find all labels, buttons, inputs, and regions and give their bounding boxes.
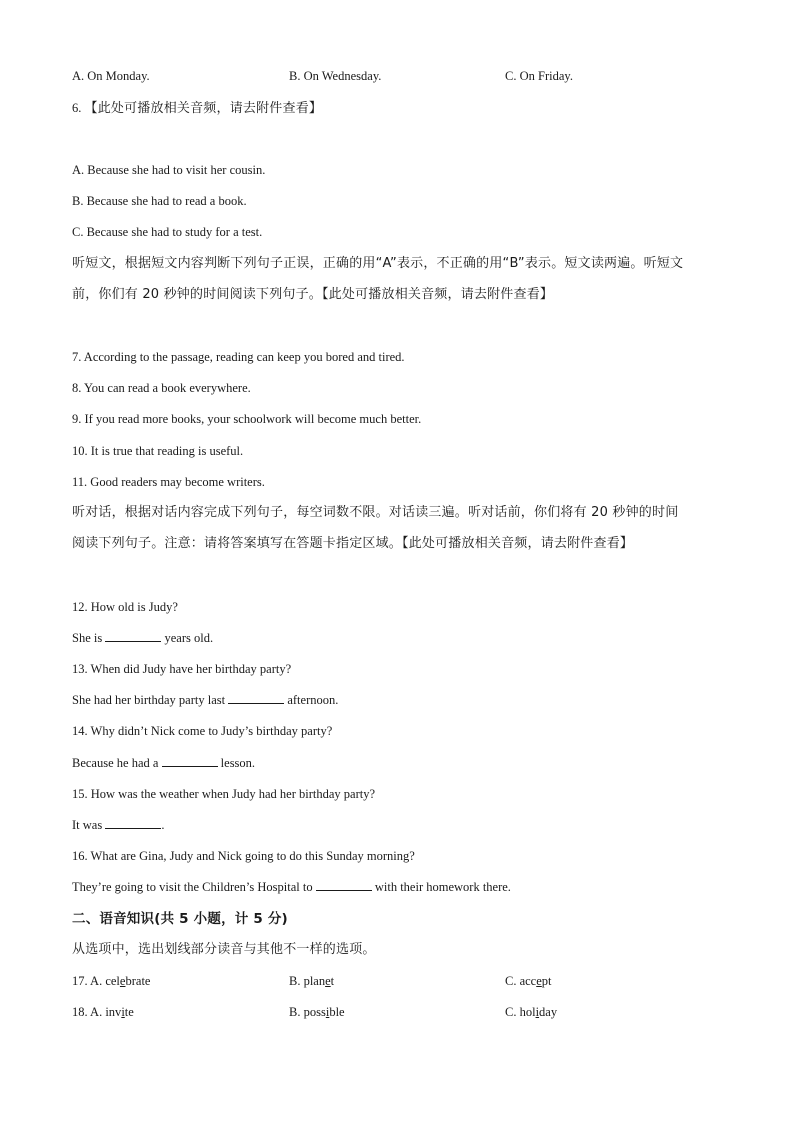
option-text: C. acc (505, 974, 537, 988)
answer-blank[interactable] (162, 755, 218, 767)
q5-option-b: B. On Wednesday. (289, 69, 382, 83)
underlined-letter: i (535, 1005, 540, 1019)
tf-item-8: 8. You can read a book everywhere. (72, 381, 251, 395)
tf-instructions-line2: 前，你们有 20 秒钟的时间阅读下列句子。【此处可播放相关音频，请去附件查看】 (72, 287, 554, 302)
tf-item-7: 7. According to the passage, reading can keep you bored and tired. (72, 350, 405, 364)
fill-question-14: 14. Why didn’t Nick come to Judy’s birthday party? (72, 724, 333, 738)
answer-blank[interactable] (105, 817, 161, 829)
option-text: ble (329, 1005, 345, 1019)
q5-option-c: C. On Friday. (505, 69, 573, 83)
fill-question-15: 15. How was the weather when Judy had her birthday party? (72, 787, 376, 801)
q6-option-c: C. Because she had to study for a test. (72, 225, 263, 239)
answer-suffix: lesson. (217, 756, 256, 770)
fill-question-16: 16. What are Gina, Judy and Nick going to do this Sunday morning? (72, 849, 415, 863)
q18-option-a (72, 1004, 134, 1020)
answer-prefix: They’re going to visit the Children’s Hospital to (72, 880, 316, 894)
option-text: te (124, 1005, 134, 1019)
option-text: t (330, 974, 335, 988)
option-text: B. poss (289, 1005, 326, 1019)
fill-answer-13 (72, 692, 338, 708)
tf-item-11: 11. Good readers may become writers. (72, 475, 265, 489)
q6-heading (72, 100, 322, 117)
q6-option-b: B. Because she had to read a book. (72, 194, 247, 208)
q17-option-b (289, 973, 334, 989)
fill-answer-14 (72, 755, 255, 771)
tf-item-9: 9. If you read more books, your schoolwork will become much better. (72, 412, 422, 426)
answer-suffix: . (161, 818, 165, 832)
option-text: brate (125, 974, 151, 988)
answer-blank[interactable] (316, 879, 372, 891)
answer-suffix: afternoon. (284, 693, 339, 707)
fill-answer-15 (72, 817, 164, 833)
underlined-letter: e (325, 974, 331, 988)
tf-instructions-line1: 听短文，根据短文内容判断下列句子正误，正确的用“A”表示，不正确的用“B”表示。短文读两遍。听短文 (72, 256, 684, 271)
section2-instructions: 从选项中，选出划线部分读音与其他不一样的选项。 (72, 942, 376, 957)
q6-audio-note: 【此处可播放相关音频，请去附件查看】 (84, 101, 323, 116)
option-text: B. plan (289, 974, 326, 988)
fill-question-13: 13. When did Judy have her birthday party? (72, 662, 292, 676)
q17-option-a (72, 973, 150, 989)
q18-option-b (289, 1004, 345, 1020)
underlined-letter: i (121, 1005, 125, 1019)
fill-instructions-line2: 阅读下列句子。注意：请将答案填写在答题卡指定区域。【此处可播放相关音频，请去附件查看】 (72, 536, 634, 551)
option-text: pt (541, 974, 552, 988)
answer-prefix: Because he had a (72, 756, 162, 770)
option-text: day (539, 1005, 558, 1019)
fill-instructions-line1: 听对话，根据对话内容完成下列句子，每空词数不限。对话读三遍。听对话前，你们将有 20 秒钟的时间 (72, 505, 679, 520)
section2-heading: 二、语音知识(共 5 小题，计 5 分) (72, 911, 288, 927)
q6-option-a: A. Because she had to visit her cousin. (72, 163, 266, 177)
underlined-letter: e (119, 974, 126, 988)
q5-option-a: A. On Monday. (72, 69, 150, 83)
answer-prefix: She is (72, 631, 106, 645)
answer-suffix: years old. (161, 631, 214, 645)
fill-answer-12 (72, 630, 213, 646)
q18-option-c (505, 1004, 557, 1020)
answer-blank[interactable] (228, 692, 284, 704)
answer-prefix: It was (72, 818, 106, 832)
answer-prefix: She had her birthday party last (72, 693, 229, 707)
fill-answer-16 (72, 879, 511, 895)
underlined-letter: e (536, 974, 542, 988)
option-text: 18. A. inv (72, 1005, 122, 1019)
q6-number: 6. (72, 101, 82, 115)
option-text: 17. A. cel (72, 974, 120, 988)
fill-question-12: 12. How old is Judy? (72, 600, 178, 614)
tf-item-10: 10. It is true that reading is useful. (72, 444, 244, 458)
answer-suffix: with their homework there. (371, 880, 511, 894)
underlined-letter: i (325, 1005, 330, 1019)
q17-option-c (505, 973, 552, 989)
answer-blank[interactable] (105, 630, 161, 642)
option-text: C. hol (505, 1005, 536, 1019)
